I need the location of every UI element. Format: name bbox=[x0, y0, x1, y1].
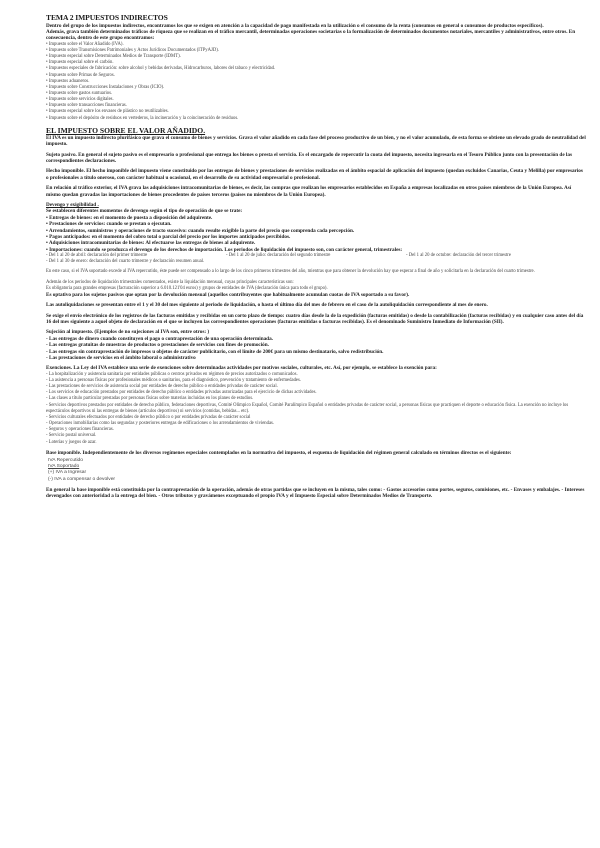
sii-paragraph: Se exige el envío electrónico de los registros de las facturas emitidas y recibidas en un corto plazo de tiempo: cuatro días desde la de la expedición (facturas emitidas) o desde la contabilización (facturas recibidas) y en cualquier caso antes del día 16 del mes siguiente a aquel objeto de declaración en el que se incluyen las correspondientes operaciones (facturas emitidas o facturas recibidas). Es el denominado Suministro Inmediato de Información (SII). bbox=[46, 312, 584, 325]
list-item: • Entregas de bienes: en el momento de puesta a disposición del adquirente. bbox=[46, 214, 213, 221]
list-item: - Servicios deportivos prestados por entidades de derecho público, federaciones deportivas, Comité Olímpico Español, Comité Paralímpico Español o entidades privadas de carácter social, a personas físicas que practiquen el deporte o educación física. La exención no incluye los espectáculos deportivos ni las entregas de bienes (artículos deportivos) ni servicios (comidas, bebidas... etc). bbox=[46, 402, 569, 414]
quarter-2: - Del 1 al 20 de julio: declaración del segundo trimestre bbox=[226, 253, 331, 259]
intracomunitarias-paragraph: En relación al tráfico exterior, el IVA grava las adquisiciones intracomunitarias de bienes, es decir, las compras que realizan los empresarios establecidos en España a empresas localizadas en otros países miembros de la Unión Europea. Así mismo quedan gravadas las importaciones de bienes procedentes de países terceros (países no miembros de la Unión Europea). bbox=[46, 185, 572, 198]
quarter-3: - Del 1 al 20 de octubre: declaración del tercer trimestre bbox=[406, 253, 511, 259]
devengo-intro: Se establecen diferentes momentos de devengo según el tipo de operación de que se trate: bbox=[46, 208, 243, 215]
scheme-line-3: (+) IVA a Ingresar bbox=[48, 470, 87, 476]
exenciones-heading: Exenciones. La Ley del IVA establece una serie de exenciones sobre determinadas actividades por motivos sociales, culturales, etc. Así, por ejemplo, se establece la exención para: bbox=[46, 365, 437, 372]
intro-paragraph-2: Además, grava también determinados tráficos de riqueza que se realizan en el tráfico mercantil, determinadas operaciones societarias o la formalización de determinados documentos notariales, mercantiles y administrativos, entre otros. En consecuencia, dentro de este grupo encontramos: bbox=[46, 28, 576, 42]
list-item: • Impuesto sobre Construcciones Instalaciones y Obras (ICIO). bbox=[46, 84, 165, 90]
list-item: - Las prestaciones de servicios de asistencia social por entidades de derecho público o entidades privadas de carácter social. bbox=[46, 384, 278, 390]
periodos-paragraph-1: Además de los periodos de liquidación trimestrales comentados, existe la liquidación mensual, cuyas principales características son: bbox=[46, 279, 294, 285]
document-title: TEMA 2 IMPUESTOS INDIRECTOS bbox=[46, 13, 168, 22]
list-item: - Las entregas gratuitas de muestras de productos o prestaciones de servicios con fines de promoción. bbox=[46, 342, 269, 349]
list-item: • Impuesto sobre Primas de Seguros. bbox=[46, 72, 115, 78]
devengo-list bbox=[46, 215, 586, 253]
section-heading: EL IMPUESTO SOBRE EL VALOR AÑADIDO. bbox=[46, 125, 206, 135]
list-item: - Las clases a título particular prestadas por personas físicas sobre materias incluidas en los planes de estudios. bbox=[46, 396, 254, 402]
list-item: • Impuesto sobre gastos suntuarios. bbox=[46, 90, 113, 96]
list-item: • Impuesto sobre el depósito de residuos en vertederos, la incineración y la coincineración de residuos. bbox=[46, 115, 239, 121]
iva-definition: El IVA es un impuesto indirecto plurifásico que grava el consumo de bienes y servicios. Grava el valor añadido en cada fase del proceso productivo de un bien, y no el valor acumulado, de esta forma se obtiene un elevado grado de neutralidad del impuesto. bbox=[46, 134, 586, 148]
list-item: • Adquisiciones intracomunitarias de bienes: Al efectuarse las entregas de bienes al adquirente. bbox=[46, 240, 256, 247]
list-item: - Servicio postal universal. bbox=[46, 433, 97, 439]
list-item: • Impuesto sobre transacciones financieras. bbox=[46, 103, 127, 109]
list-item: - Servicios culturales efectuados por entidades de derecho público o por entidades privadas de carácter social bbox=[46, 414, 251, 420]
list-item: • Pagos anticipados: en el momento del cobro total o parcial del precio por los importes anticipados percibidos. bbox=[46, 234, 291, 241]
list-item: • Impuestos aduaneros. bbox=[46, 78, 90, 84]
exenciones-list bbox=[46, 372, 586, 446]
list-item: • Arrendamientos, suministros y operaciones de tracto sucesivo: cuando resulte exigible la parte del precio que comprenda cada percepción. bbox=[46, 227, 355, 234]
liquidation-scheme bbox=[48, 458, 586, 483]
autoliquidaciones-paragraph: Las autoliquidaciones se presentan entre el 1 y el 30 del mes siguiente al periodo de liquidación, o hasta el último día del mes de febrero en el caso de la autoliquidación correspondiente al mes de enero. bbox=[46, 302, 488, 309]
devengo-heading: Devengo y exigibilidad . bbox=[46, 202, 99, 208]
iva-soportado-paragraph: En este caso, si el IVA soportado excede al IVA repercutido, éste puede ser compensado a lo largo de los cinco primeros trimestres del año, mientras que para obtener la devolución hay que esperar a final de año y solicitarla en la declaración del cuarto trimestre. bbox=[46, 269, 535, 275]
list-item: - Las entregas sin contraprestación de impresos u objetos de carácter publicitario, con el límite de 200€ para un mismo destinatario, salvo redistribución. bbox=[46, 348, 384, 355]
quarter-1: - Del 1 al 20 de abril: declaración del primer trimestre bbox=[46, 253, 148, 259]
sujeto-pasivo-paragraph: Sujeto pasivo. En general el sujeto pasivo es el empresario o profesional que entrega los bienes o presta el servicio. Es el encargado de repercutir la cuota del impuesto, necesita ingresarla en el Tesoro Público junto con la presentación de las correspondientes declaraciones. bbox=[46, 151, 572, 164]
list-item: - Operaciones inmobiliarias como las segundas y posteriores entregas de edificaciones o los arrendamientos de viviendas. bbox=[46, 421, 275, 427]
regimenes-paragraph: Base imponible. Independientemente de los diversos regímenes especiales contemplados en la normativa del impuesto, el esquema de liquidación del régimen general calculado en términos directos es el siguiente: bbox=[46, 449, 512, 456]
list-item: • Importaciones: cuando se produzca el devengo de los derechos de importación. Los periodos de liquidación del impuesto son, con carácter general, trimestrales: bbox=[46, 246, 403, 253]
list-item: • Impuesto especial sobre los envases de plástico no reutilizables. bbox=[46, 109, 169, 115]
list-item: - La asistencia a personas físicas por profesionales médicos o sanitarios, para el diagnóstico, prevención y tratamiento de enfermedades. bbox=[46, 377, 301, 383]
scheme-line-1: IVA Repercutido bbox=[48, 458, 83, 464]
quarter-4: - Del 1 al 30 de enero: declaración del cuarto trimestre y declaración resumen anual. bbox=[46, 259, 205, 265]
tax-list bbox=[46, 42, 586, 122]
list-item: - Las prestaciones de servicios en el ámbito laboral o administrativo bbox=[46, 354, 196, 361]
list-item: - Loterías y juegos de azar. bbox=[46, 439, 97, 445]
list-item: • Impuestos especiales de fabricación: sobre alcohol y bebidas derivadas, Hidrocarburos, labores del tabaco y electricidad. bbox=[46, 66, 276, 72]
list-item: • Impuesto especial sobre Determinados Medios de Transporte (IDMT). bbox=[46, 54, 181, 60]
hecho-imponible-paragraph: Hecho imponible. El hecho imponible del impuesto viene constituido por las entregas de bienes y prestaciones de servicios realizadas en el ámbito espacial de aplicación del impuesto (quedan excluidos Canarias, Ceuta y Melilla) por empresarios o profesionales a título oneroso, con carácter habitual u ocasional, en el desarrollo de su actividad empresarial o profesional. bbox=[46, 168, 583, 181]
list-item: • Impuesto especial sobre el carbón. bbox=[46, 60, 114, 66]
base-imponible-paragraph: En general la base imponible está constituida por la contraprestación de la operación, además de otras partidas que se incluyen en la misma, tales como: - Gastos accesorios como portes, seguros, comisiones, etc. - Envases y embalajes. - Intereses devengados con anterioridad a la entrega del bien. - Otros tributos y gravámenes exceptuando el propio IVA y el Impuesto Especial sobre Determinados Medios de Transporte. bbox=[46, 486, 585, 500]
periodos-paragraph-2: Es obligatoria para grandes empresas (facturación superior a 6.010.121'04 euros) y grupos de entidades de IVA (declaración única para todo el grupo). bbox=[46, 285, 328, 291]
list-item: - Seguros y operaciones financieras. bbox=[46, 427, 114, 433]
list-item: • Impuesto sobre servicios digitales. bbox=[46, 97, 114, 103]
list-item: - Las entregas de dinero cuando constituyen el pago o contraprestación de una operación determinada. bbox=[46, 335, 273, 342]
no-sujeto-heading: Sujeción al impuesto. (Ejemplos de no sujeciones al IVA son, entre otros: ) bbox=[46, 329, 210, 336]
scheme-line-4: (-) IVA a compensar o devolver bbox=[48, 476, 116, 482]
list-item: - Los servicios de educación prestados por entidades de derecho público o entidades privadas autorizadas para el ejercicio de dichas actividades. bbox=[46, 390, 317, 396]
intro-paragraph-1: Dentro del grupo de los impuestos indirectos, encontramos los que se exigen en atención a la capacidad de pago manifestada en la utilización o el consumo de la renta (consumos en general o consumos de productos específicos). bbox=[46, 22, 544, 29]
optativo-paragraph: Es optativo para los sujetos pasivos que optan por la devolución mensual (aquellos contribuyentes que habitualmente acumulan cuotas de IVA soportado a su favor). bbox=[46, 291, 410, 298]
list-item: • Prestaciones de servicios: cuando se prestan o ejecutan. bbox=[46, 221, 172, 228]
list-item: - La hospitalización y asistencia sanitaria por entidades públicas o centros privados en régimen de precios autorizados o comunicados. bbox=[46, 371, 298, 377]
list-item: • Impuesto sobre Transmisiones Patrimoniales y Actos Jurídicos Documentados (ITPyAJD). bbox=[46, 47, 219, 53]
no-sujeto-list bbox=[46, 336, 586, 362]
list-item: • Impuesto sobre el Valor Añadido (IVA). bbox=[46, 41, 124, 47]
scheme-line-2: IVA Soportado bbox=[48, 464, 80, 470]
